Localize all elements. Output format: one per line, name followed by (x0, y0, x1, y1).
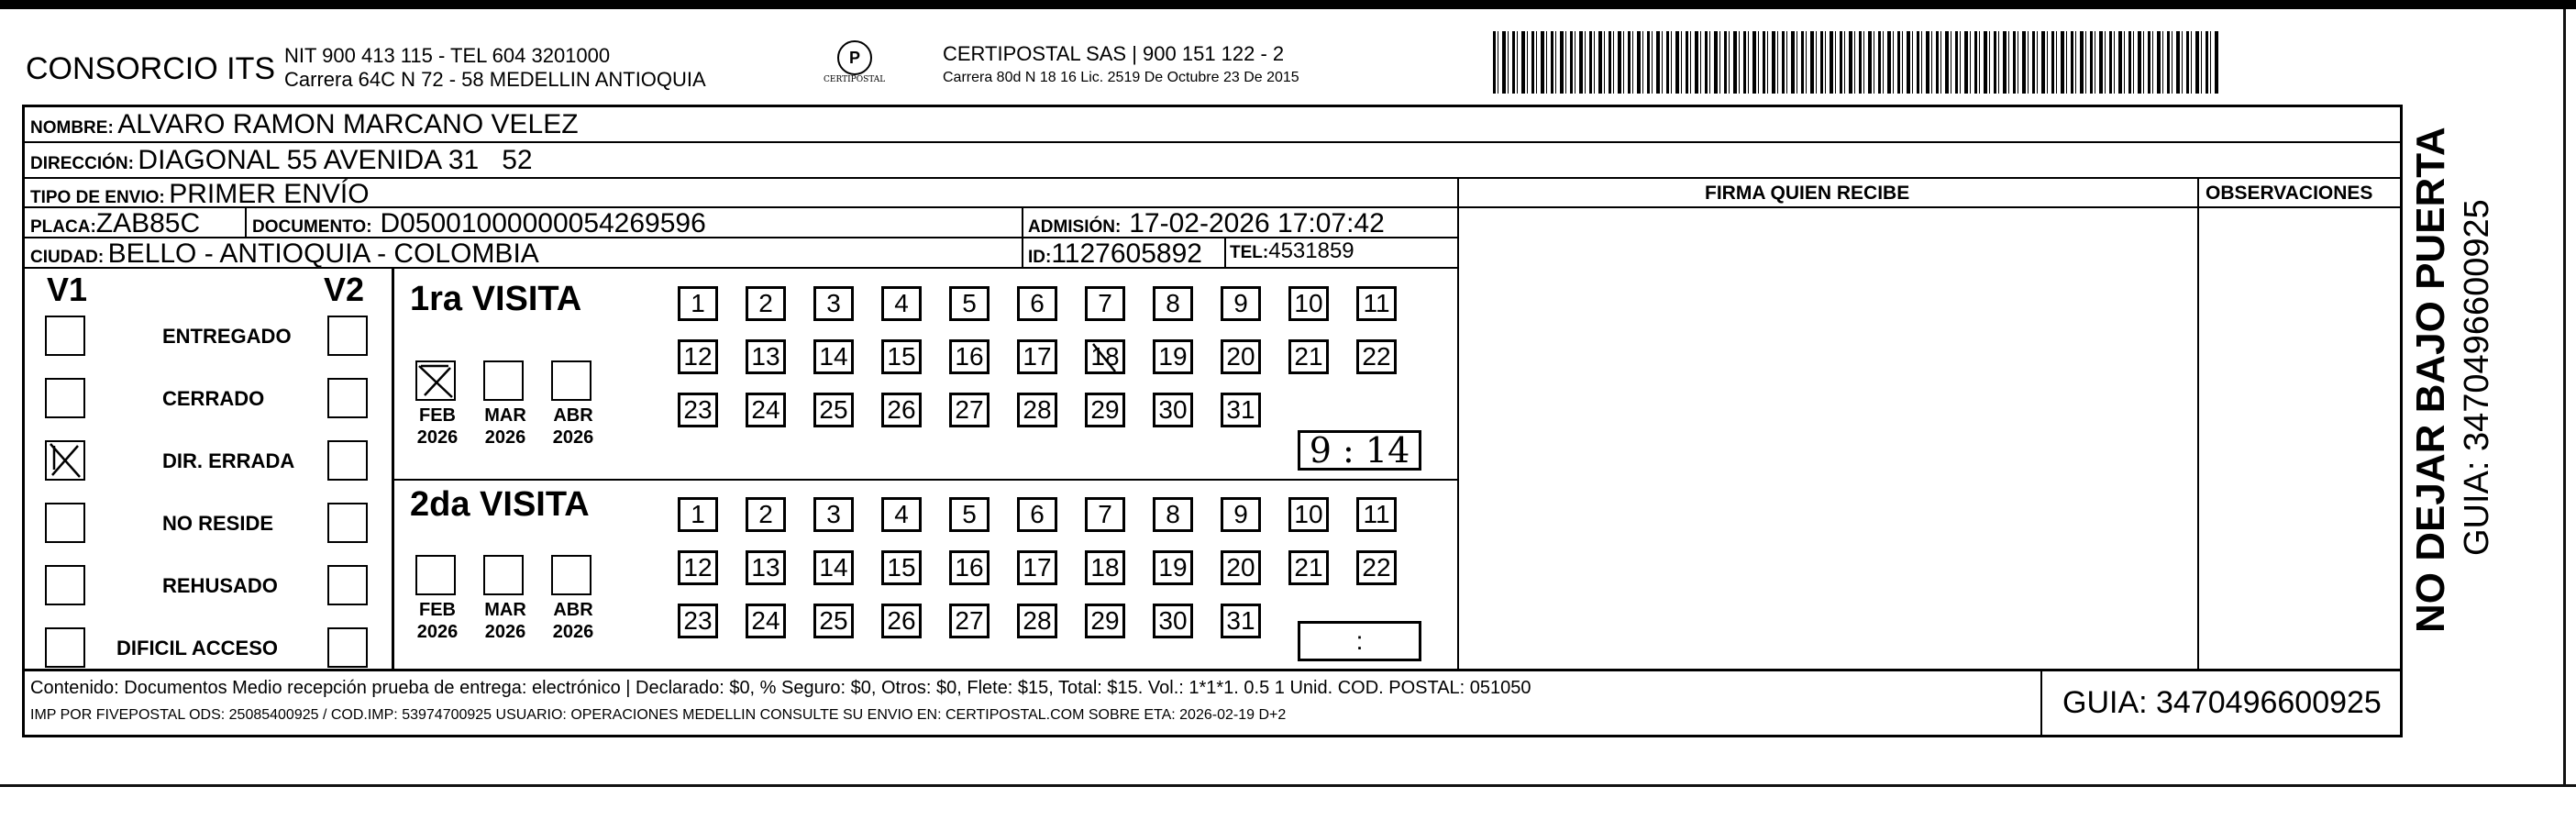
visit1-month-year: 2026 (416, 427, 459, 448)
status-v1-checkbox[interactable] (45, 378, 85, 418)
visit2-day-box[interactable]: 18 (1085, 550, 1125, 585)
status-label: ENTREGADO (162, 325, 292, 348)
visit2-month-checkbox[interactable] (415, 555, 456, 595)
status-v2-checkbox[interactable] (327, 440, 368, 481)
visit2-day-box[interactable]: 7 (1085, 497, 1125, 532)
visit1-month-name: ABR (553, 405, 593, 426)
visit1-day-box[interactable]: 17 (1017, 339, 1057, 374)
id-label: ID: (1028, 248, 1052, 267)
visit1-day-box[interactable]: 5 (949, 286, 989, 321)
status-v1-checkbox[interactable] (45, 503, 85, 543)
visit2-day-box[interactable]: 19 (1153, 550, 1193, 585)
tipo-envio-value: PRIMER ENVÍO (169, 179, 370, 209)
no-dejar-bajo-puerta: NO DEJAR BAJO PUERTA (2408, 127, 2453, 633)
certipostal-logo-icon: P (837, 40, 872, 75)
visit2-month-year: 2026 (552, 622, 594, 642)
tel-value: 4531859 (1268, 238, 1354, 263)
visit2-day-box[interactable]: 21 (1288, 550, 1329, 585)
firma-header: FIRMA QUIEN RECIBE (1705, 183, 1910, 204)
admision-label: ADMISIÓN: (1028, 217, 1122, 237)
v1-header: V1 (47, 271, 88, 308)
visit1-day-box[interactable]: 16 (949, 339, 989, 374)
visit1-day-box[interactable]: 21 (1288, 339, 1329, 374)
status-v1-checkbox[interactable] (45, 565, 85, 605)
visit1-month-checkbox[interactable] (415, 360, 456, 401)
visit1-day-number: 18 (1090, 342, 1120, 371)
placa-label: PLACA: (30, 217, 96, 237)
visit1-day-box[interactable]: 22 (1356, 339, 1397, 374)
ciudad-label: CIUDAD: (30, 248, 105, 267)
visit1-day-box[interactable]: 20 (1221, 339, 1261, 374)
side-guia: GUIA: 3470496600925 (2458, 199, 2496, 556)
visit2-day-box[interactable]: 16 (949, 550, 989, 585)
visit1-day-box[interactable]: 2 (746, 286, 786, 321)
visit2-title: 2da VISITA (410, 485, 590, 524)
visit2-day-box[interactable]: 8 (1153, 497, 1193, 532)
visit1-day-box[interactable]: 13 (746, 339, 786, 374)
company-name: CONSORCIO ITS (26, 51, 276, 86)
status-label: CERRADO (162, 387, 265, 410)
visit1-day-box[interactable]: 23 (678, 393, 718, 427)
recipient-name: ALVARO RAMON MARCANO VELEZ (117, 109, 579, 139)
footer-imp: IMP POR FIVEPOSTAL ODS: 25085400925 / COD.IMP: 53974700925 USUARIO: OPERACIONES MEDELLIN CONSULTE SU ENVIO EN: CERTIPOSTAL.COM SOBRE ETA: 2026-02-19 D+2 (30, 707, 1287, 723)
visit2-month-year: 2026 (484, 622, 526, 642)
tel-label: TEL: (1230, 243, 1269, 262)
visit2-month-name: MAR (484, 600, 526, 620)
recipient-address: DIAGONAL 55 AVENIDA 31 52 (138, 145, 533, 175)
visit1-month-name: MAR (484, 405, 526, 426)
visit2-day-box[interactable]: 3 (813, 497, 854, 532)
status-v1-checkbox[interactable] (45, 627, 85, 668)
visit2-day-box[interactable]: 2 (746, 497, 786, 532)
courier-name: CERTIPOSTAL SAS | 900 151 122 - 2 (943, 42, 1285, 65)
documento-value: D05001000000054269596 (380, 208, 706, 238)
footer-guia: GUIA: 3470496600925 (2062, 685, 2382, 720)
visit2-day-box[interactable]: 4 (881, 497, 922, 532)
visit1-day-box[interactable]: 7 (1085, 286, 1125, 321)
visit1-day-box[interactable]: 30 (1153, 393, 1193, 427)
status-label: DIR. ERRADA (162, 449, 295, 472)
company-nit: NIT 900 413 115 - TEL 604 3201000 (284, 44, 611, 67)
visit1-day-box[interactable]: 4 (881, 286, 922, 321)
status-label: DIFICIL ACCESO (116, 637, 279, 659)
observaciones-header: OBSERVACIONES (2206, 183, 2373, 204)
visit2-day-box[interactable]: 10 (1288, 497, 1329, 532)
logo-caption: CERTIPOSTAL (824, 75, 886, 84)
visit1-time-box[interactable]: 9 : 14 (1298, 430, 1421, 471)
visit2-day-box[interactable]: 20 (1221, 550, 1261, 585)
visit1-month-year: 2026 (484, 427, 526, 448)
visit1-day-box[interactable]: 11 (1356, 286, 1397, 321)
visit1-month-checkbox[interactable] (483, 360, 524, 401)
visit1-day-box[interactable]: 3 (813, 286, 854, 321)
id-value: 1127605892 (1051, 238, 1202, 269)
status-v2-checkbox[interactable] (327, 378, 368, 418)
placa-value: ZAB85C (95, 208, 201, 238)
visit2-day-box[interactable]: 1 (678, 497, 718, 532)
tipo-envio-label: TIPO DE ENVIO: (30, 188, 165, 207)
visit2-month-year: 2026 (416, 622, 459, 642)
visit2-day-box[interactable]: 28 (1017, 604, 1057, 638)
visit1-day-box[interactable]: 31 (1221, 393, 1261, 427)
status-v2-checkbox[interactable] (327, 627, 368, 668)
visit2-day-box[interactable]: 12 (678, 550, 718, 585)
status-v2-checkbox[interactable] (327, 565, 368, 605)
visit1-day-box[interactable]: 28 (1017, 393, 1057, 427)
visit2-day-box[interactable]: 14 (813, 550, 854, 585)
courier-license: Carrera 80d N 18 16 Lic. 2519 De Octubre 23 De 2015 (943, 70, 1299, 85)
visit2-month-name: FEB (419, 600, 456, 620)
visit2-day-box[interactable]: 26 (881, 604, 922, 638)
visit1-month-label (546, 404, 601, 449)
visit2-day-box[interactable]: 11 (1356, 497, 1397, 532)
visit2-month-label (478, 599, 533, 643)
visit2-day-box[interactable]: 5 (949, 497, 989, 532)
visit1-month-label (478, 404, 533, 449)
page-bottom-border (0, 784, 2576, 787)
visit2-day-box[interactable]: 29 (1085, 604, 1125, 638)
documento-label: DOCUMENTO: (252, 217, 372, 237)
visit2-day-box[interactable]: 6 (1017, 497, 1057, 532)
visit2-day-box[interactable]: 31 (1221, 604, 1261, 638)
visit1-title: 1ra VISITA (410, 280, 582, 318)
visit2-day-box[interactable]: 13 (746, 550, 786, 585)
visit1-day-box[interactable]: 24 (746, 393, 786, 427)
visit2-month-name: ABR (553, 600, 593, 620)
visit1-day-box[interactable]: 14 (813, 339, 854, 374)
visit2-day-box[interactable]: 30 (1153, 604, 1193, 638)
visit1-day-box[interactable]: 6 (1017, 286, 1057, 321)
visit1-day-box[interactable]: 9 (1221, 286, 1261, 321)
visit1-day-box[interactable]: 25 (813, 393, 854, 427)
visit2-month-checkbox[interactable] (483, 555, 524, 595)
visit2-day-box[interactable]: 15 (881, 550, 922, 585)
top-black-bar (0, 0, 2576, 9)
visit2-day-box[interactable]: 9 (1221, 497, 1261, 532)
visit1-month-year: 2026 (552, 427, 594, 448)
status-v1-checkbox[interactable] (45, 316, 85, 356)
status-v2-checkbox[interactable] (327, 316, 368, 356)
visit2-day-box[interactable]: 23 (678, 604, 718, 638)
visit1-month-checkbox[interactable] (551, 360, 591, 401)
footer-content: Contenido: Documentos Medio recepción prueba de entrega: electrónico | Declarado: $0, % Seguro: $0, Otros: $0, Flete: $15, Total: $15. Vol.: 1*1*1. 0.5 1 Unid. COD. POSTAL: 051050 (30, 678, 1531, 698)
status-label: REHUSADO (162, 574, 278, 597)
barcode (1493, 31, 2219, 94)
visit2-day-box[interactable]: 22 (1356, 550, 1397, 585)
visit1-month-name: FEB (419, 405, 456, 426)
ciudad-value: BELLO - ANTIOQUIA - COLOMBIA (107, 238, 539, 269)
visit2-day-box[interactable]: 27 (949, 604, 989, 638)
visit1-day-box[interactable]: 15 (881, 339, 922, 374)
visit2-month-label (546, 599, 601, 643)
status-v1-checkbox[interactable] (45, 440, 85, 481)
visit1-day-box[interactable]: 29 (1085, 393, 1125, 427)
direccion-label: DIRECCIÓN: (30, 154, 134, 173)
admision-value: 17-02-2026 17:07:42 (1129, 208, 1385, 238)
status-v2-checkbox[interactable] (327, 503, 368, 543)
status-label: NO RESIDE (162, 512, 274, 535)
page-right-border (2563, 9, 2566, 787)
visit1-day-box[interactable]: 8 (1153, 286, 1193, 321)
visit1-day-box[interactable]: 26 (881, 393, 922, 427)
shipping-form (22, 105, 2403, 737)
visit1-day-box[interactable]: 12 (678, 339, 718, 374)
company-address: Carrera 64C N 72 - 58 MEDELLIN ANTIOQUIA (284, 68, 706, 91)
visit2-month-label (410, 599, 465, 643)
visit2-day-box[interactable]: 17 (1017, 550, 1057, 585)
v2-header: V2 (324, 271, 365, 308)
visit1-day-box[interactable]: 27 (949, 393, 989, 427)
nombre-label: NOMBRE: (30, 118, 114, 138)
visit1-month-label (410, 404, 465, 449)
visit1-day-box[interactable] (1085, 339, 1125, 374)
visit2-day-box[interactable]: 24 (746, 604, 786, 638)
visit1-day-box[interactable]: 1 (678, 286, 718, 321)
visit1-day-box[interactable]: 10 (1288, 286, 1329, 321)
visit2-month-checkbox[interactable] (551, 555, 591, 595)
visit2-time-box[interactable]: : (1298, 621, 1421, 661)
visit1-day-box[interactable]: 19 (1153, 339, 1193, 374)
visit2-day-box[interactable]: 25 (813, 604, 854, 638)
